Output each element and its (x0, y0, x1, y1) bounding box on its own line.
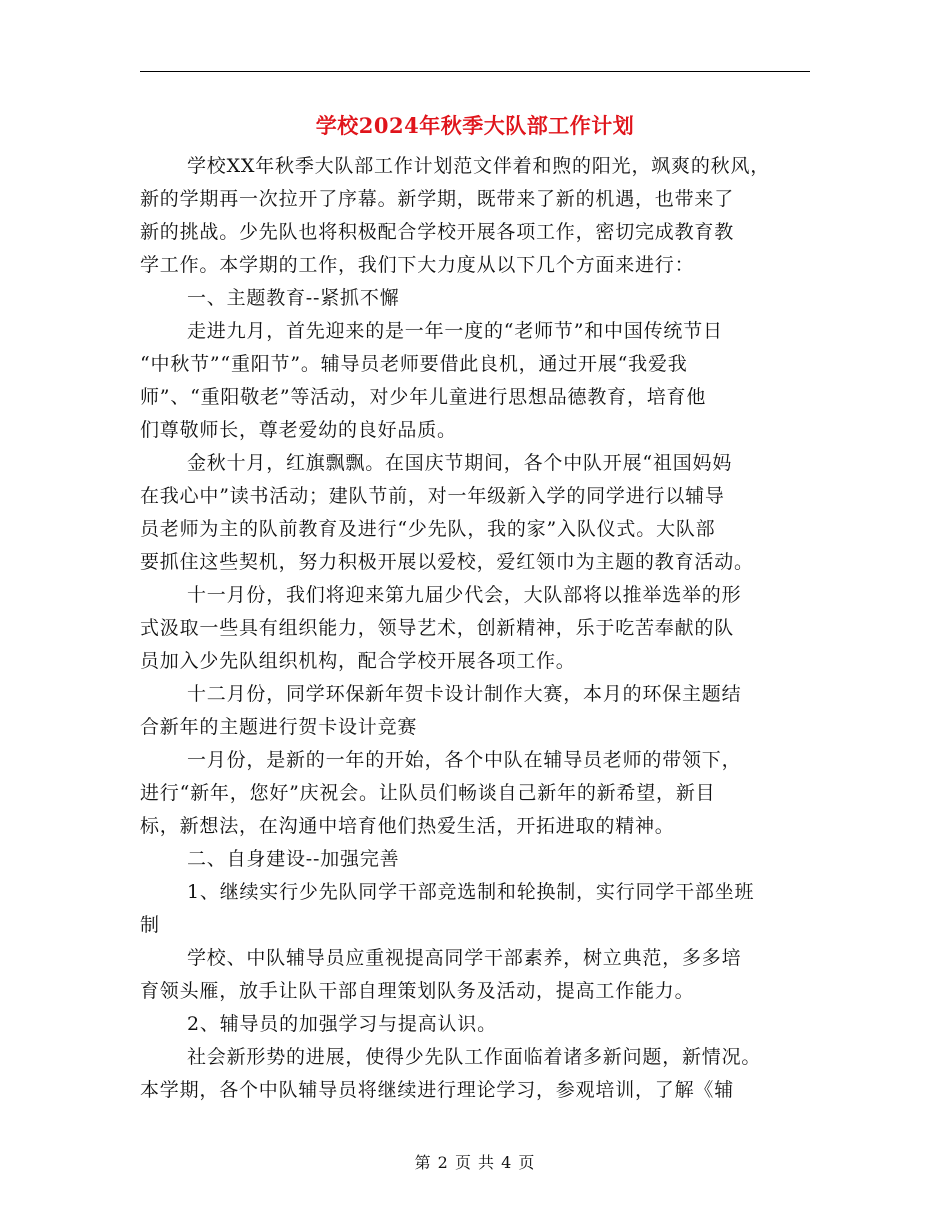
body-line: 十二月份，同学环保新年贺卡设计制作大赛，本月的环保主题结 (187, 683, 742, 705)
body-line: 一月份，是新的一年的开始，各个中队在辅导员老师的带领下， (187, 749, 742, 771)
body-line: 新的挑战。少先队也将积极配合学校开展各项工作，密切完成教育教 (140, 221, 735, 243)
header-rule (140, 71, 810, 72)
body-line: 2、辅导员的加强学习与提高认识。 (187, 1013, 497, 1035)
body-line: 们尊敬师长，尊老爱幼的良好品质。 (140, 419, 457, 441)
body-line: 学校XX年秋季大队部工作计划范文伴着和煦的阳光，飒爽的秋风， (187, 155, 771, 177)
body-line: 员老师为主的队前教育及进行“少先队，我的家”入队仪式。大队部 (140, 518, 716, 540)
body-line: 学校、中队辅导员应重视提高同学干部素养，树立典范，多多培 (187, 947, 742, 969)
body-line: 要抓住这些契机，努力积极开展以爱校，爱红领巾为主题的教育活动。 (140, 551, 754, 573)
body-line: 新的学期再一次拉开了序幕。新学期，既带来了新的机遇，也带来了 (140, 188, 735, 210)
body-line: 走进九月，首先迎来的是一年一度的“老师节”和中国传统节日 (187, 320, 723, 342)
document-body (140, 150, 820, 1107)
body-line: 一、主题教育--紧抓不懈 (187, 287, 400, 309)
body-line: 在我心中”读书活动；建队节前，对一年级新入学的同学进行以辅导 (140, 485, 725, 507)
body-line: 二、自身建设--加强完善 (187, 848, 400, 870)
body-line: 制 (140, 914, 160, 936)
body-line: 员加入少先队组织机构，配合学校开展各项工作。 (140, 650, 576, 672)
body-line: 进行“新年，您好”庆祝会。让队员们畅谈自己新年的新希望，新目 (140, 782, 716, 804)
body-line: 师”、“重阳敬老”等活动，对少年儿童进行思想品德教育，培育他 (140, 386, 707, 408)
body-line: 合新年的主题进行贺卡设计竞赛 (140, 716, 418, 738)
body-line: 学工作。本学期的工作，我们下大力度从以下几个方面来进行： (140, 254, 695, 276)
body-line: 金秋十月，红旗飘飘。在国庆节期间，各个中队开展“祖国妈妈 (187, 452, 733, 474)
body-line: 十一月份，我们将迎来第九届少代会，大队部将以推举选举的形 (187, 584, 742, 606)
body-line: 1、继续实行少先队同学干部竞选制和轮换制，实行同学干部坐班 (187, 881, 755, 903)
document-title: 学校2024年秋季大队部工作计划 (315, 113, 635, 138)
body-line: “中秋节”“重阳节”。辅导员老师要借此良机，通过开展“我爱我 (140, 353, 688, 375)
body-line: 式汲取一些具有组织能力，领导艺术，创新精神，乐于吃苦奉献的队 (140, 617, 735, 639)
body-line: 本学期，各个中队辅导员将继续进行理论学习，参观培训，了解《辅 (140, 1079, 735, 1101)
page-footer: 第 2 页 共 4 页 (414, 1153, 536, 1172)
body-line: 育领头雁，放手让队干部自理策划队务及活动，提高工作能力。 (140, 980, 695, 1002)
body-line: 社会新形势的进展，使得少先队工作面临着诸多新问题，新情况。 (187, 1046, 762, 1068)
body-line: 标，新想法，在沟通中培育他们热爱生活，开拓进取的精神。 (140, 815, 675, 837)
